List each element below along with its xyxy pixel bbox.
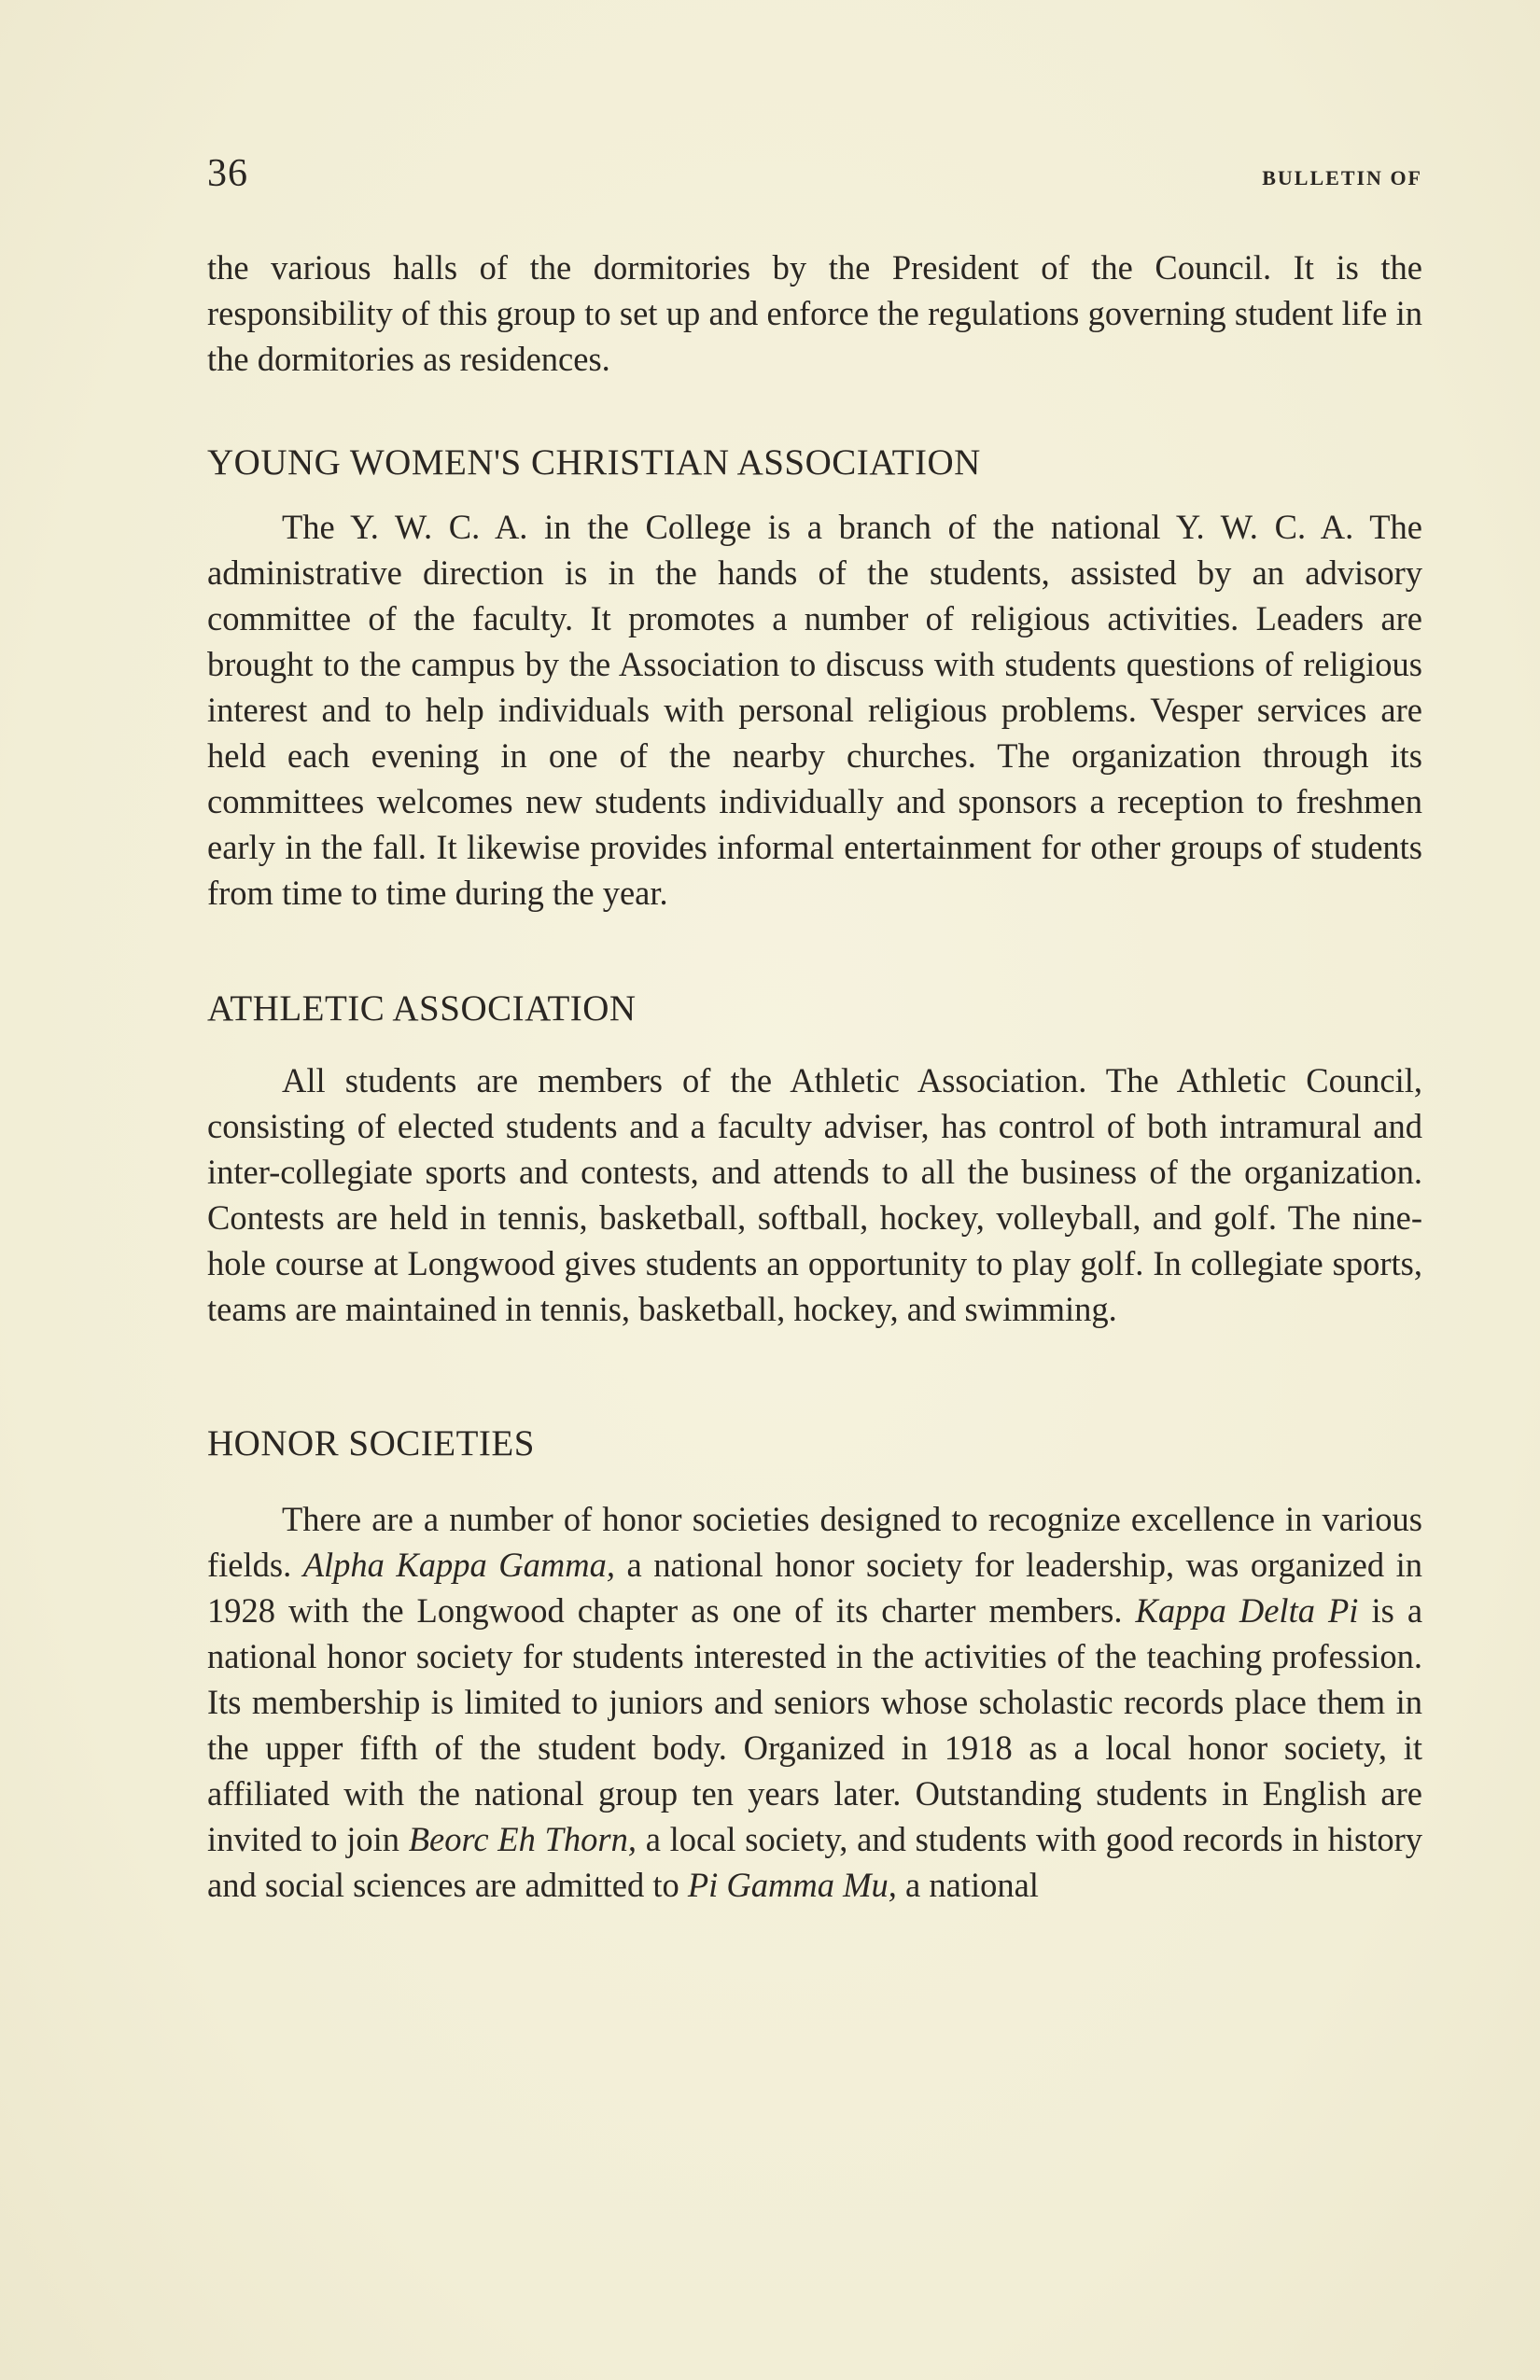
society-pi-gamma-mu: Pi Gamma Mu,: [687, 1866, 897, 1904]
honor-text-3: is a national honor society for students interested in the activities of the teaching profession. Its membership is limited to juniors and seniors whose scholastic records place them in the upper fifth of the student body. Organized in 1918 as a local honor society, it affiliated with the national group ten years later. Outstanding students in English are invited to join: [207, 1591, 1423, 1858]
honor-text-1: There are a number of honor societies designed to recognize excellence in various fields.: [207, 1500, 1422, 1584]
honor-heading: HONOR SOCIETIES: [207, 1423, 535, 1463]
page-number: 36: [207, 152, 248, 195]
running-head-title: BULLETIN OF: [1262, 166, 1422, 189]
honor-paragraph: [207, 1496, 1422, 1908]
honor-text-4: a local society, and students with good records in history and social sciences are admitted to: [207, 1820, 1422, 1904]
honor-text-5: a national: [905, 1866, 1039, 1904]
society-kappa-delta-pi: Kappa Delta Pi: [1135, 1591, 1359, 1630]
athletic-paragraph: All students are members of the Athletic Association. The Athletic Council, consisting of elected students and a faculty adviser, has control of both intramural and inter-collegiate sports and contests, and attends to all the business of the organization. Contests are held in tennis, basketball, softball, hockey, volleyball, and golf. The nine-hole course at Longwood gives students an opportunity to play golf. In collegiate sports, teams are maintained in tennis, basketball, hockey, and swimming.: [207, 1061, 1422, 1328]
intro-paragraph: the various halls of the dormitories by the President of the Council. It is the responsibility of this group to set up and enforce the regulations governing student life in the dormitories as residences.: [207, 248, 1422, 378]
honor-text-2: a national honor society for leadership, was organized in 1928 with the Longwood chapter as one of its charter members.: [207, 1546, 1423, 1630]
society-beorc-eh-thorn: Beorc Eh Thorn,: [408, 1820, 637, 1858]
society-alpha-kappa-gamma: Alpha Kappa Gamma,: [302, 1546, 615, 1584]
body-text: [207, 245, 1422, 1908]
athletic-heading: ATHLETIC ASSOCIATION: [207, 988, 637, 1029]
ywca-heading: YOUNG WOMEN'S CHRISTIAN ASSOCIATION: [207, 442, 981, 483]
running-head: [207, 151, 1422, 207]
ywca-paragraph: The Y. W. C. A. in the College is a branch of the national Y. W. C. A. The administrative direction is in the hands of the students, assisted by an advisory committee of the faculty. It promotes a number of religious activities. Leaders are brought to the campus by the Association to discuss with students questions of religious interest and to help individuals with personal religious problems. Vesper services are held each evening in one of the nearby churches. The organization through its committees welcomes new students individually and sponsors a reception to freshmen early in the fall. It likewise provides informal entertainment for other groups of students from time to time during the year.: [207, 508, 1422, 912]
